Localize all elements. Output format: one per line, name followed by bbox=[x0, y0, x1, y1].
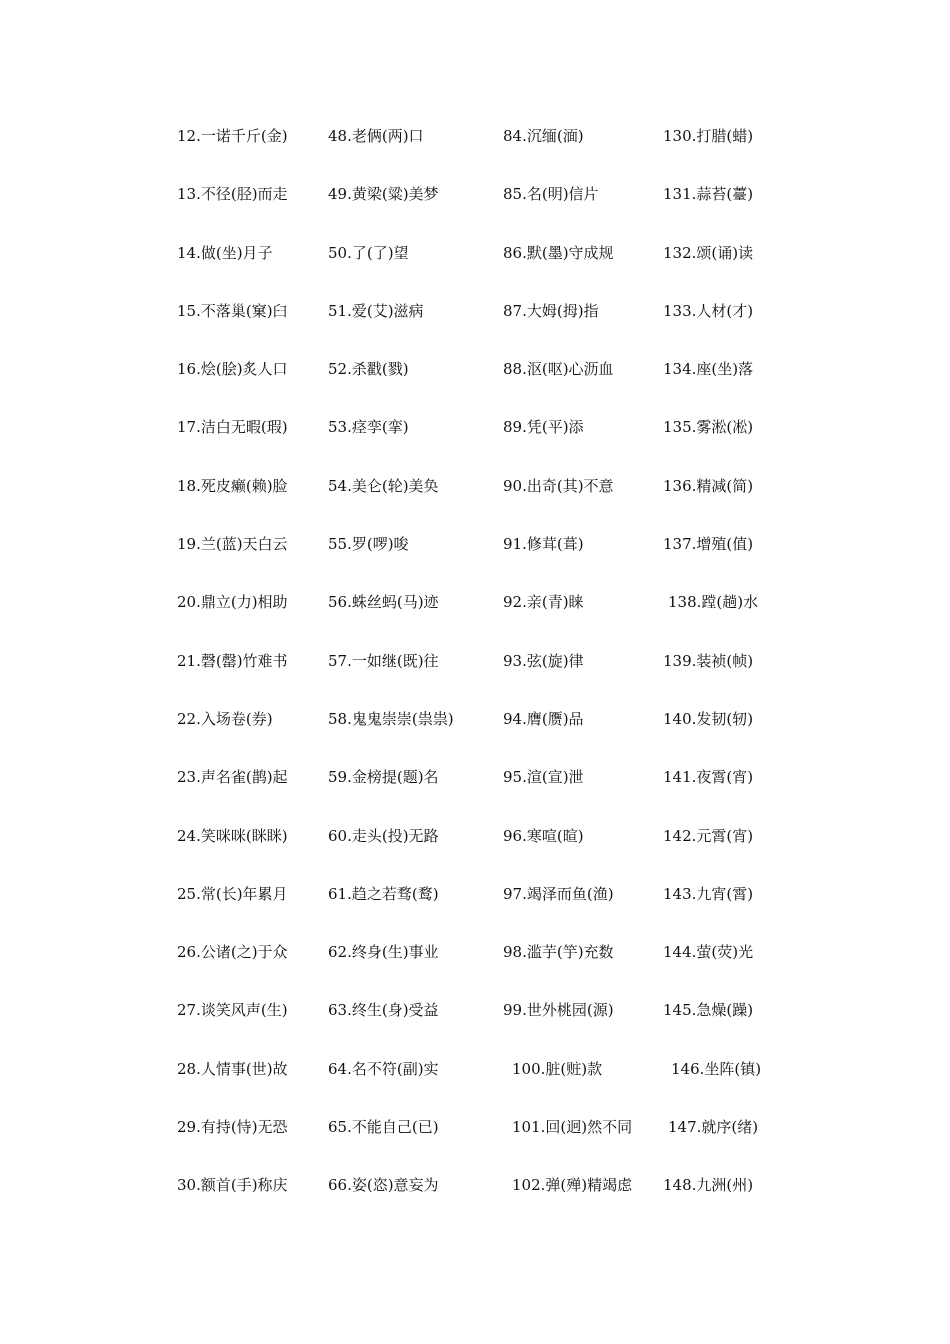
entry-col2: 49.黄梁(粱)美梦 bbox=[328, 185, 439, 204]
entry-col1: 15.不落巢(窠)臼 bbox=[177, 301, 288, 320]
entry-col1: 14.做(坐)月子 bbox=[177, 243, 273, 262]
entry-col2: 60.走头(投)无路 bbox=[328, 826, 439, 845]
entry-col3: 84.沉缅(湎) bbox=[503, 127, 584, 145]
entry-col3: 99.世外桃园(源) bbox=[503, 1001, 614, 1020]
entry-col3: 91.修茸(葺) bbox=[503, 535, 584, 554]
entry-col3: 88.沤(呕)心沥血 bbox=[503, 360, 614, 379]
table-row bbox=[0, 1171, 950, 1229]
entry-col3: 93.弦(旋)律 bbox=[503, 651, 584, 670]
entry-col2: 62.终身(生)事业 bbox=[328, 943, 439, 962]
entry-col2: 53.痉孪(挛) bbox=[328, 418, 409, 437]
table-row bbox=[0, 647, 950, 705]
table-row bbox=[0, 705, 950, 763]
entry-col2: 52.杀戳(戮) bbox=[328, 360, 409, 379]
entry-col1: 19.兰(蓝)天白云 bbox=[177, 535, 288, 554]
entry-col2: 48.老俩(两)口 bbox=[328, 127, 424, 145]
table-row bbox=[0, 297, 950, 355]
entry-col4: 134.座(坐)落 bbox=[663, 360, 754, 379]
entry-col2: 56.蛛丝蚂(马)迹 bbox=[328, 593, 439, 612]
table-row bbox=[0, 996, 950, 1054]
entry-col3: 97.竭泽而鱼(渔) bbox=[503, 884, 614, 903]
entry-col1: 18.死皮癞(赖)脸 bbox=[177, 476, 288, 495]
entry-col2: 59.金榜提(题)名 bbox=[328, 768, 439, 787]
entry-col3: 96.寒喧(暄) bbox=[503, 826, 584, 845]
entry-col2: 66.姿(恣)意妄为 bbox=[328, 1176, 439, 1195]
entry-col3: 87.大姆(拇)指 bbox=[503, 301, 599, 320]
table-row bbox=[0, 1055, 950, 1113]
entry-col1: 26.公诸(之)于众 bbox=[177, 943, 288, 962]
entry-col3: 94.膺(赝)品 bbox=[503, 709, 584, 728]
entry-col4: 142.元霄(宵) bbox=[663, 826, 754, 845]
table-row bbox=[0, 239, 950, 297]
entry-col4: 140.发韧(轫) bbox=[663, 709, 754, 728]
table-row bbox=[0, 763, 950, 821]
entry-col4: 132.颂(诵)读 bbox=[663, 243, 754, 262]
entry-col1: 12.一诺千斤(金) bbox=[177, 127, 288, 145]
table-row bbox=[0, 880, 950, 938]
entry-col3: 95.渲(宣)泄 bbox=[503, 768, 584, 787]
entry-col2: 63.终生(身)受益 bbox=[328, 1001, 439, 1020]
table-row bbox=[0, 122, 950, 180]
table-row bbox=[0, 822, 950, 880]
entry-col3: 85.名(明)信片 bbox=[503, 185, 599, 204]
entry-col4: 144.萤(荧)光 bbox=[663, 943, 754, 962]
entry-col2: 50.了(了)望 bbox=[328, 243, 409, 262]
entry-col3: 86.默(墨)守成规 bbox=[503, 243, 614, 262]
entry-col1: 20.鼎立(力)相助 bbox=[177, 593, 288, 612]
entry-col3: 98.滥芋(竽)充数 bbox=[503, 943, 614, 962]
entry-col1: 21.磬(罄)竹难书 bbox=[177, 651, 288, 670]
entry-col2: 51.爱(艾)滋病 bbox=[328, 301, 424, 320]
entry-col4: 141.夜霄(宵) bbox=[663, 768, 754, 787]
entry-col4: 139.装祯(帧) bbox=[663, 651, 754, 670]
entry-col3: 90.出奇(其)不意 bbox=[503, 476, 614, 495]
entry-col1: 16.烩(脍)炙人口 bbox=[177, 360, 288, 379]
table-row bbox=[0, 413, 950, 471]
entry-col1: 28.人情事(世)故 bbox=[177, 1059, 288, 1078]
entry-col4: 146.坐阵(镇) bbox=[671, 1059, 762, 1078]
entry-col4: 145.急燥(躁) bbox=[663, 1001, 754, 1020]
table-row bbox=[0, 180, 950, 238]
entry-col4: 133.人材(才) bbox=[663, 301, 754, 320]
entry-col3: 101.回(迥)然不同 bbox=[512, 1118, 633, 1137]
entry-col3: 102.弹(殚)精竭虑 bbox=[512, 1176, 633, 1195]
entry-col3: 92.亲(青)睐 bbox=[503, 593, 584, 612]
entry-col1: 25.常(长)年累月 bbox=[177, 884, 288, 903]
entry-col2: 55.罗(啰)唆 bbox=[328, 535, 409, 554]
table-row bbox=[0, 530, 950, 588]
entry-col4: 131.蒜苔(薹) bbox=[663, 185, 754, 204]
entry-col2: 54.美仑(轮)美奂 bbox=[328, 476, 439, 495]
entry-col4: 148.九洲(州) bbox=[663, 1176, 754, 1195]
entry-col3: 89.凭(平)添 bbox=[503, 418, 584, 437]
entry-col1: 27.谈笑风声(生) bbox=[177, 1001, 288, 1020]
entry-col4: 143.九宵(霄) bbox=[663, 884, 754, 903]
entry-col1: 29.有持(恃)无恐 bbox=[177, 1118, 288, 1137]
table-row bbox=[0, 355, 950, 413]
entry-col3: 100.脏(赃)款 bbox=[512, 1059, 603, 1078]
word-correction-grid bbox=[0, 122, 950, 1230]
table-row bbox=[0, 472, 950, 530]
entry-col4: 136.精减(简) bbox=[663, 476, 754, 495]
entry-col1: 22.入场卷(券) bbox=[177, 709, 273, 728]
entry-col1: 30.额首(手)称庆 bbox=[177, 1176, 288, 1195]
entry-col2: 58.鬼鬼崇崇(祟祟) bbox=[328, 709, 454, 728]
table-row bbox=[0, 1113, 950, 1171]
entry-col2: 64.名不符(副)实 bbox=[328, 1059, 439, 1078]
entry-col4: 130.打腊(蜡) bbox=[663, 127, 754, 145]
entry-col2: 61.趋之若骛(鹜) bbox=[328, 884, 439, 903]
entry-col1: 17.洁白无暇(瑕) bbox=[177, 418, 288, 437]
entry-col2: 57.一如继(既)往 bbox=[328, 651, 439, 670]
entry-col1: 13.不径(胫)而走 bbox=[177, 185, 288, 204]
entry-col4: 137.增殖(值) bbox=[663, 535, 754, 554]
entry-col4: 135.雾淞(凇) bbox=[663, 418, 754, 437]
entry-col2: 65.不能自己(已) bbox=[328, 1118, 439, 1137]
entry-col4: 138.蹚(趟)水 bbox=[668, 593, 759, 612]
entry-col1: 23.声名雀(鹊)起 bbox=[177, 768, 288, 787]
table-row bbox=[0, 588, 950, 646]
entry-col1: 24.笑咪咪(眯眯) bbox=[177, 826, 288, 845]
table-row bbox=[0, 938, 950, 996]
entry-col4: 147.就序(绪) bbox=[668, 1118, 759, 1137]
